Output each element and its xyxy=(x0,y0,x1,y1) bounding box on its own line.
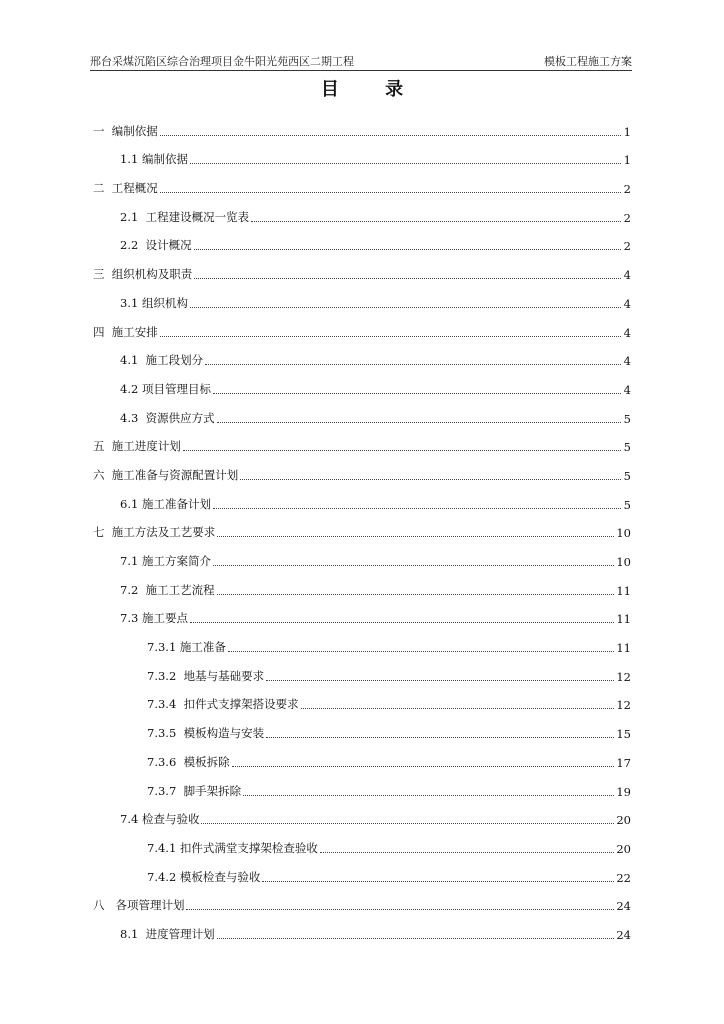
toc-entry-page-number: 2 xyxy=(623,239,631,254)
dot-leader xyxy=(266,679,614,681)
toc-entry[interactable] xyxy=(93,569,631,598)
toc-entry[interactable] xyxy=(93,368,631,397)
toc-entry-page-number: 24 xyxy=(616,899,631,914)
toc-entry[interactable] xyxy=(93,540,631,569)
toc-entry[interactable] xyxy=(93,253,631,282)
toc-entry[interactable] xyxy=(93,626,631,655)
dot-leader xyxy=(251,220,621,222)
toc-entry-page-number: 11 xyxy=(616,641,631,656)
dot-leader xyxy=(183,449,621,451)
dot-leader xyxy=(194,248,621,250)
toc-entry-label: 7.3.4 扣件式支撑架搭设要求 xyxy=(147,697,299,712)
toc-entry-page-number: 1 xyxy=(623,153,631,168)
header-document-title: 模板工程施工方案 xyxy=(544,55,632,68)
dot-leader xyxy=(190,162,621,164)
toc-entry-label: 四 施工安排 xyxy=(93,324,158,339)
toc-entry[interactable] xyxy=(93,770,631,799)
dot-leader xyxy=(217,535,614,537)
toc-entry-label: 三 组织机构及职责 xyxy=(93,267,193,282)
toc-entry-page-number: 17 xyxy=(616,755,631,770)
page-title: 目 录 xyxy=(320,79,424,100)
dot-leader xyxy=(240,478,621,480)
toc-entry[interactable] xyxy=(93,483,631,512)
header-project-name: 邢台采煤沉陷区综合治理项目金牛阳光苑西区二期工程 xyxy=(90,55,354,68)
toc-entry-page-number: 24 xyxy=(616,927,631,942)
toc-entry-page-number: 10 xyxy=(616,555,631,569)
dot-leader xyxy=(190,306,621,308)
page-header xyxy=(90,52,632,71)
dot-leader xyxy=(213,507,621,509)
dot-leader xyxy=(228,650,614,652)
toc-entry[interactable] xyxy=(93,512,631,541)
toc-entry-page-number: 2 xyxy=(623,182,631,197)
toc-entry-label: 七 施工方法及工艺要求 xyxy=(93,525,216,540)
toc-entry[interactable] xyxy=(93,856,631,885)
dot-leader xyxy=(194,277,621,279)
dot-leader xyxy=(213,564,614,566)
toc-entry-label: 2.2 设计概况 xyxy=(120,238,192,253)
toc-entry[interactable] xyxy=(93,311,631,340)
toc-entry-page-number: 12 xyxy=(616,669,631,684)
table-of-contents xyxy=(93,110,631,942)
toc-entry-label: 3.1 组织机构 xyxy=(120,295,188,310)
toc-entry-label: 6.1 施工准备计划 xyxy=(120,496,211,511)
toc-entry-page-number: 1 xyxy=(623,124,631,139)
toc-entry-page-number: 4 xyxy=(623,296,631,311)
dot-leader xyxy=(232,765,615,767)
dot-leader xyxy=(213,392,621,394)
dot-leader xyxy=(205,363,621,365)
toc-entry-page-number: 11 xyxy=(616,612,631,627)
toc-entry-label: 二 工程概况 xyxy=(93,181,158,196)
toc-entry-label: 六 施工准备与资源配置计划 xyxy=(93,467,239,482)
dot-leader xyxy=(217,421,621,423)
toc-entry-page-number: 5 xyxy=(623,411,631,426)
toc-entry[interactable] xyxy=(93,340,631,369)
toc-entry[interactable] xyxy=(93,454,631,483)
toc-entry-label: 八 各项管理计划 xyxy=(93,898,185,913)
toc-entry[interactable] xyxy=(93,167,631,196)
toc-entry[interactable] xyxy=(93,799,631,828)
toc-entry-page-number: 15 xyxy=(616,727,631,742)
toc-entry-page-number: 12 xyxy=(616,698,631,713)
toc-entry-page-number: 4 xyxy=(623,382,631,397)
dot-leader xyxy=(217,937,615,939)
dot-leader xyxy=(262,880,614,882)
toc-entry-label: 7.3.2 地基与基础要求 xyxy=(147,668,265,683)
toc-entry-label: 五 施工进度计划 xyxy=(93,439,181,454)
toc-entry[interactable] xyxy=(93,282,631,311)
dot-leader xyxy=(190,621,614,623)
dot-leader xyxy=(186,908,614,910)
dot-leader xyxy=(160,134,621,136)
toc-entry-label: 7.3.5 模板构造与安装 xyxy=(147,726,265,741)
toc-entry-label: 7.3.1 施工准备 xyxy=(147,640,226,655)
toc-entry-label: 4.1 施工段划分 xyxy=(120,353,204,368)
toc-entry[interactable] xyxy=(93,684,631,713)
toc-entry-page-number: 10 xyxy=(616,526,631,541)
toc-entry-label: 2.1 工程建设概况一览表 xyxy=(120,209,250,224)
toc-entry-page-number: 20 xyxy=(616,841,631,856)
toc-entry-page-number: 5 xyxy=(623,440,631,455)
dot-leader xyxy=(301,707,615,709)
toc-entry-label: 7.4 检查与验收 xyxy=(120,812,200,827)
toc-entry-page-number: 19 xyxy=(616,784,631,799)
toc-entry-page-number: 5 xyxy=(623,497,631,512)
toc-entry[interactable] xyxy=(93,139,631,168)
toc-entry-label: 1.1 编制依据 xyxy=(120,152,188,167)
dot-leader xyxy=(160,335,621,337)
toc-entry[interactable] xyxy=(93,598,631,627)
toc-entry[interactable] xyxy=(93,225,631,254)
dot-leader xyxy=(243,794,614,796)
toc-entry-page-number: 2 xyxy=(623,210,631,225)
toc-entry-label: 7.1 施工方案简介 xyxy=(120,554,211,568)
toc-entry-page-number: 11 xyxy=(616,583,631,598)
toc-entry-label: 7.3.7 脚手架拆除 xyxy=(147,783,242,798)
toc-entry[interactable] xyxy=(93,885,631,914)
dot-leader xyxy=(201,822,614,824)
toc-entry-label: 一 编制依据 xyxy=(93,123,158,138)
toc-entry-page-number: 5 xyxy=(623,468,631,483)
dot-leader xyxy=(217,593,615,595)
toc-entry-page-number: 22 xyxy=(616,870,631,885)
dot-leader xyxy=(160,191,621,193)
toc-entry[interactable] xyxy=(93,712,631,741)
toc-entry[interactable] xyxy=(93,110,631,139)
toc-entry-label: 4.2 项目管理目标 xyxy=(120,381,211,396)
dot-leader xyxy=(320,851,614,853)
toc-entry-label: 4.3 资源供应方式 xyxy=(120,410,215,425)
toc-entry[interactable] xyxy=(93,913,631,942)
toc-entry[interactable] xyxy=(93,655,631,684)
toc-entry-page-number: 20 xyxy=(616,813,631,828)
toc-entry-label: 7.4.1 扣件式满堂支撑架检查验收 xyxy=(147,840,318,855)
toc-entry-label: 7.3.6 模板拆除 xyxy=(147,754,230,769)
toc-entry-label: 7.2 施工工艺流程 xyxy=(120,582,215,597)
toc-entry[interactable] xyxy=(93,426,631,455)
toc-entry[interactable] xyxy=(93,196,631,225)
toc-entry[interactable] xyxy=(93,741,631,770)
toc-entry-page-number: 4 xyxy=(623,325,631,340)
toc-entry-label: 7.4.2 模板检查与验收 xyxy=(147,869,261,884)
toc-entry-page-number: 4 xyxy=(623,354,631,369)
toc-entry-label: 7.3 施工要点 xyxy=(120,611,188,626)
toc-entry[interactable] xyxy=(93,827,631,856)
toc-entry-page-number: 4 xyxy=(623,268,631,283)
toc-entry-label: 8.1 进度管理计划 xyxy=(120,926,215,941)
toc-entry[interactable] xyxy=(93,397,631,426)
dot-leader xyxy=(266,736,614,738)
